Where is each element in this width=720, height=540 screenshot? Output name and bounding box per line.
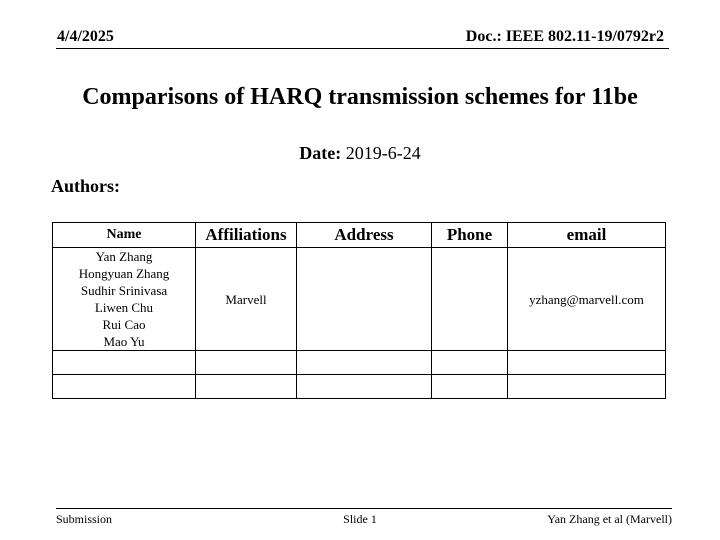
footer-rule bbox=[56, 508, 672, 509]
author-names-cell bbox=[53, 248, 196, 351]
footer-slide-number: Slide 1 bbox=[343, 512, 377, 526]
header-email: email bbox=[508, 223, 666, 248]
empty-cell bbox=[53, 351, 196, 375]
authors-label: Authors: bbox=[51, 176, 121, 196]
table-row-empty bbox=[53, 375, 666, 399]
table-header-row bbox=[53, 223, 666, 248]
address-cell bbox=[297, 248, 432, 351]
date-line bbox=[0, 143, 720, 164]
header-affiliations: Affiliations bbox=[196, 223, 297, 248]
header-name: Name bbox=[53, 223, 196, 248]
empty-cell bbox=[196, 351, 297, 375]
email-cell: yzhang@marvell.com bbox=[508, 248, 666, 351]
authors-table bbox=[52, 222, 666, 399]
empty-cell bbox=[297, 351, 432, 375]
author-name: Yan Zhang bbox=[95, 249, 153, 264]
date-label: Date: bbox=[299, 143, 342, 163]
header-phone: Phone bbox=[432, 223, 508, 248]
author-name: Hongyuan Zhang bbox=[78, 266, 170, 281]
table-row-empty bbox=[53, 351, 666, 375]
header-address: Address bbox=[297, 223, 432, 248]
header-doc-id: Doc.: IEEE 802.11-19/0792r2 bbox=[465, 28, 664, 45]
empty-cell bbox=[53, 375, 196, 399]
empty-cell bbox=[432, 351, 508, 375]
date-value: 2019-6-24 bbox=[345, 143, 421, 163]
phone-cell bbox=[432, 248, 508, 351]
empty-cell bbox=[508, 351, 666, 375]
empty-cell bbox=[508, 375, 666, 399]
empty-cell bbox=[432, 375, 508, 399]
header-date: 4/4/2025 bbox=[57, 28, 114, 45]
author-name: Rui Cao bbox=[102, 317, 146, 332]
affiliation-cell: Marvell bbox=[196, 248, 297, 351]
author-name: Mao Yu bbox=[103, 334, 145, 349]
author-name: Liwen Chu bbox=[94, 300, 154, 315]
footer-submission: Submission bbox=[56, 512, 113, 526]
slide-title: Comparisons of HARQ transmission schemes for 11be bbox=[82, 84, 638, 110]
footer-author: Yan Zhang et al (Marvell) bbox=[547, 512, 672, 526]
empty-cell bbox=[297, 375, 432, 399]
empty-cell bbox=[196, 375, 297, 399]
header-rule bbox=[56, 48, 669, 49]
author-name: Sudhir Srinivasa bbox=[80, 283, 168, 298]
table-row bbox=[53, 248, 666, 351]
